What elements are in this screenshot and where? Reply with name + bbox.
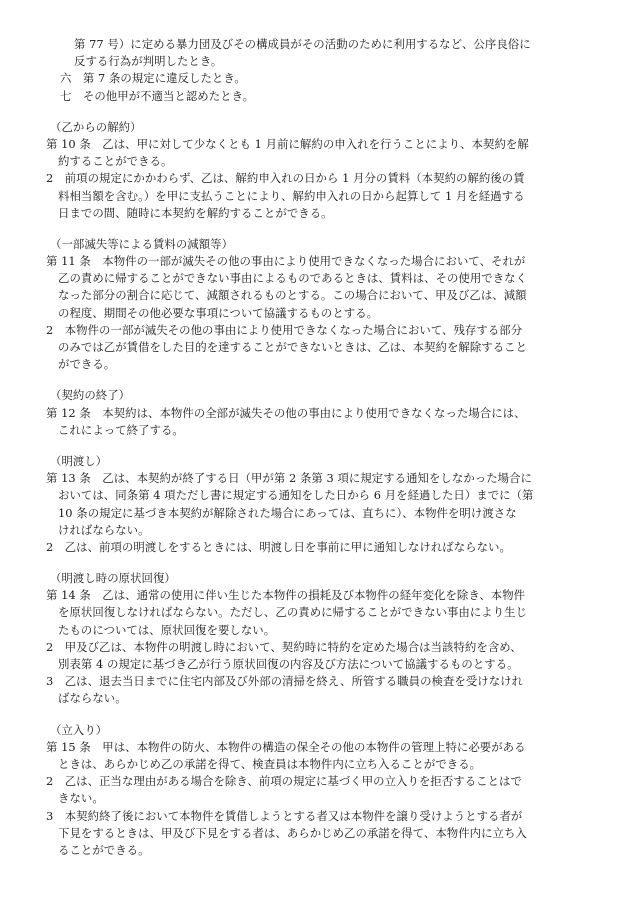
continuation-line: ることができる。 <box>58 842 150 857</box>
section-heading: （明渡し時の原状回復） <box>50 571 176 586</box>
list-item: 七 その他甲が不適当と認めたとき。 <box>60 88 255 103</box>
section-spacer <box>46 708 590 722</box>
article-line: 第 13 条 乙は、本契約が終了する日（甲が第 2 条第 3 項に規定する通知をしなかった場合に <box>46 471 532 486</box>
section-heading: （明渡し） <box>50 453 108 468</box>
list-item: 六 第 7 条の規定に違反したとき。 <box>60 71 246 86</box>
continuation-line: 別表第 4 の規定に基づき乙が行う原状回復の内容及び方法について協議するものとする。 <box>58 657 519 671</box>
intro-line: 第 77 号）に定める暴力団及びその構成員がその活動のために利用するなど、公序良俗に <box>74 37 531 51</box>
continuation-line: 下見をするときは、甲及び下見をする者は、あらかじめ乙の承諾を得て、本物件内に立ち入 <box>58 825 527 840</box>
continuation-line: 10 条の規定に基づき本契約が解除された場合にあっては、直ちに）、本物件を明け渡さな <box>58 505 517 520</box>
section-spacer <box>46 556 590 570</box>
paragraph-line: 2 前項の規定にかかわらず、乙は、解約申入れの日から 1 月分の賃料（本契約の解約後の賃 <box>46 171 525 186</box>
article-sections <box>46 105 590 859</box>
continuation-line: ができる。 <box>58 357 116 372</box>
intro-line: 反する行為が判明したとき。 <box>74 54 223 69</box>
section-spacer <box>46 373 590 387</box>
continuation-line: たものについては、原状回復を要しない。 <box>58 622 276 637</box>
section-spacer <box>46 439 590 453</box>
section-heading: （一部滅失等による賃料の減額等） <box>50 236 234 251</box>
continuation-line: おいては、同条第 4 項ただし書に規定する通知をした日から 6 月を経過した日）までに（第 <box>58 488 534 503</box>
article-line: 第 12 条 本契約は、本物件の全部が滅失その他の事由により使用できなくなった場合には、 <box>46 405 526 420</box>
section-heading: （契約の終了） <box>50 388 131 403</box>
article-line: 第 15 条 甲は、本物件の防火、本物件の構造の保全その他の本物件の管理上特に必要がある <box>46 739 526 754</box>
section-heading: （立入り） <box>50 722 108 737</box>
continuation-line: ときは、あらかじめ乙の承諾を得て、検査員は本物件内に立ち入ることができる。 <box>58 756 482 771</box>
continuation-line: なった部分の割合に応じて、減額されるものとする。この場合において、甲及び乙は、減額 <box>58 288 527 303</box>
continuation-line: 料相当額を含む。）を甲に支払うことにより、解約申入れの日から起算して 1 月を経過する <box>58 188 525 203</box>
paragraph-line: 2 本物件の一部が滅失その他の事由により使用できなくなった場合において、残存する部分 <box>46 322 523 337</box>
continuation-line: 乙の責めに帰することができない事由によるものであるときは、賃料は、その使用できなく <box>58 271 528 286</box>
paragraph-line: 2 乙は、前項の明渡しをするときには、明渡し日を事前に甲に通知しなければならない。 <box>46 539 511 554</box>
paragraph-line: 2 乙は、正当な理由がある場合を除き、前項の規定に基づく甲の立入りを拒否することはで <box>46 774 522 789</box>
continuation-line: ければならない。 <box>58 522 150 537</box>
section-spacer <box>46 222 590 236</box>
continuation-line: 約することができる。 <box>58 154 173 169</box>
paragraph-line: 2 甲及び乙は、本物件の明渡し時において、契約時に特約を定めた場合は当該特約を含め、 <box>46 639 522 654</box>
section-spacer <box>46 105 590 119</box>
article-line: 第 10 条 乙は、甲に対して少なくとも 1 月前に解約の申入れを行うことにより、本契約を解 <box>46 136 529 151</box>
continuation-line: これによって終了する。 <box>58 422 184 437</box>
paragraph-line: 3 本契約終了後において本物件を賃借しようとする者又は本物件を譲り受けようとする者が <box>46 808 523 823</box>
paragraph-line: 3 乙は、退去当日までに住宅内部及び外部の清掃を終え、所管する職員の検査を受けなけれ <box>46 674 524 689</box>
article-line: 第 14 条 乙は、通常の使用に伴い生じた本物件の損耗及び本物件の経年変化を除き、本物件 <box>46 588 526 603</box>
continuation-line: のみでは乙が賃借をした目的を達することができないときは、乙は、本契約を解除すること <box>58 340 528 354</box>
continuation-line: を原状回復しなければならない。ただし、乙の責めに帰することができない事由により生じ <box>58 605 528 620</box>
article-line: 第 11 条 本物件の一部が滅失その他の事由により使用できなくなった場合において、それが <box>46 254 526 269</box>
continuation-line: きない。 <box>58 791 104 806</box>
continuation-line: 日までの間、随時に本契約を解約することができる。 <box>58 205 333 220</box>
continuation-line: ばならない。 <box>58 691 127 706</box>
continuation-line: の程度、期間その他必要な事項について協議するものとする。 <box>58 305 379 320</box>
section-heading: （乙からの解約） <box>50 119 142 134</box>
